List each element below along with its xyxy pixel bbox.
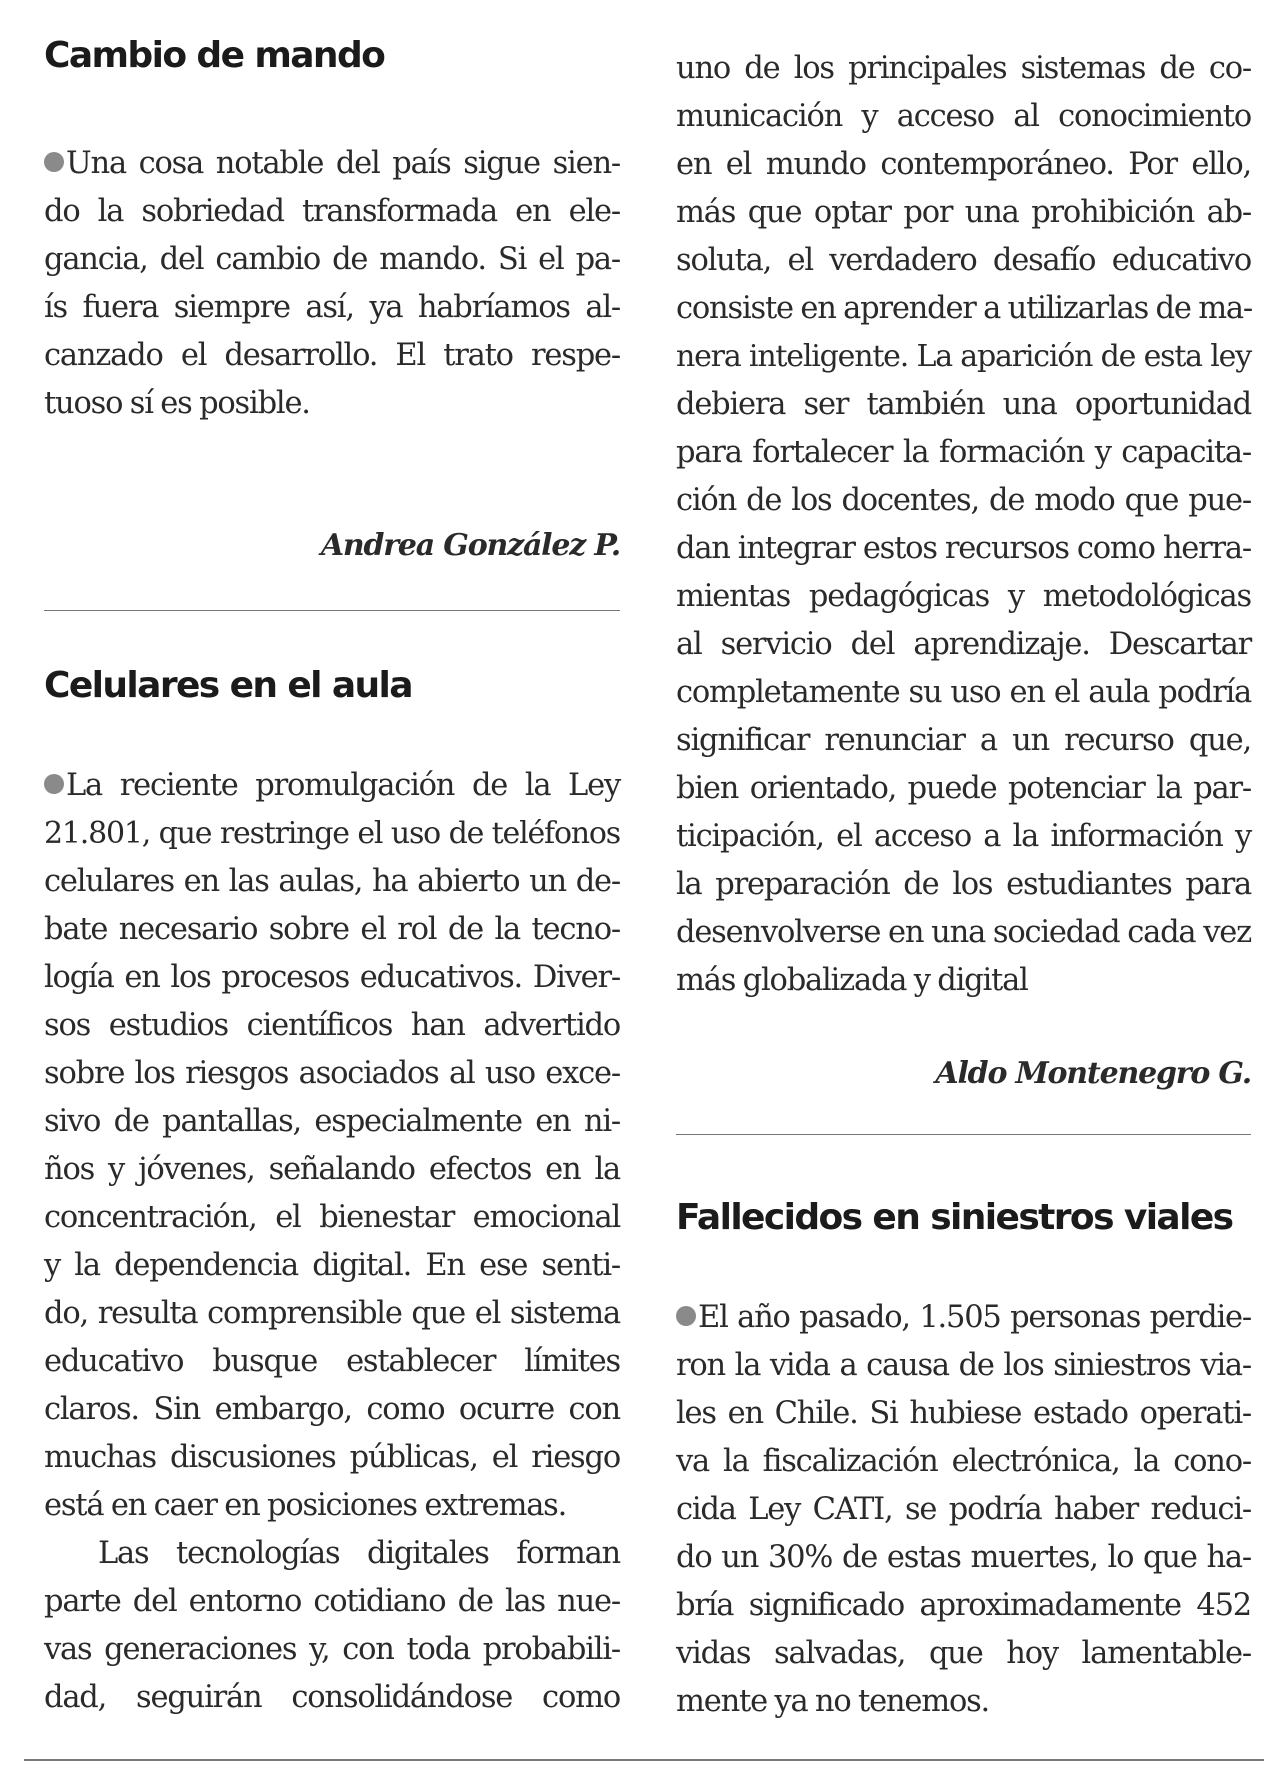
text-line: en el mundo contemporáneo. Por ello, (676, 147, 1251, 182)
text-line: do la sobriedad transformada en ele- (44, 194, 620, 229)
text-line: mente ya no tenemos. (676, 1684, 990, 1719)
text-line: más globalizada y digital (676, 963, 1028, 998)
text-line: educativo busque establecer límites (44, 1344, 620, 1379)
text-line: 21.801, que restringe el uso de teléfonos (44, 816, 620, 851)
text-line: logía en los procesos educativos. Diver- (44, 960, 620, 995)
text-line: ron la vida a causa de los siniestros via- (676, 1348, 1251, 1383)
text-line: soluta, el verdadero desafío educativo (676, 243, 1251, 278)
text-line: vidas salvadas, que hoy lamentable- (676, 1636, 1251, 1671)
text-line: La reciente promulgación de la Ley (44, 762, 620, 810)
text-line: desenvolverse en una sociedad cada vez (676, 915, 1251, 950)
bottom-divider (24, 1759, 1264, 1761)
text-line: debiera ser también una oportunidad (676, 387, 1251, 422)
text-line: más que optar por una prohibición ab- (676, 195, 1251, 230)
bullet-icon (676, 1306, 696, 1326)
text-line: y la dependencia digital. En ese senti- (44, 1248, 620, 1283)
text-line: Una cosa notable del país sigue sien- (44, 140, 620, 188)
article-title-cambio-de-mando: Cambio de mando (44, 35, 385, 76)
author-signature: Andrea González P. (320, 528, 620, 563)
text-line: bría significado aproximadamente 452 (676, 1588, 1251, 1623)
author-signature: Aldo Montenegro G. (935, 1056, 1251, 1091)
text-line: completamente su uso en el aula podría (676, 675, 1251, 710)
text-line: nera inteligente. La aparición de esta ley (676, 339, 1251, 374)
text-line: celulares en las aulas, ha abierto un de- (44, 864, 620, 899)
text-line: significar renunciar a un recurso que, (676, 723, 1251, 758)
text-line: cida Ley CATI, se podría haber reduci- (676, 1492, 1251, 1527)
text-line: sos estudios científicos han advertido (44, 1008, 620, 1043)
text-line: sobre los riesgos asociados al uso exce- (44, 1056, 620, 1091)
text-line: ción de los docentes, de modo que pue- (676, 483, 1251, 518)
text-line: tuoso sí es posible. (44, 386, 310, 421)
text-line: muchas discusiones públicas, el riesgo (44, 1440, 620, 1475)
text-line: claros. Sin embargo, como ocurre con (44, 1392, 620, 1427)
article-title-fallecidos: Fallecidos en siniestros viales (676, 1197, 1233, 1238)
text-line: está en caer en posiciones extremas. (44, 1488, 567, 1523)
text-line: vas generaciones y, con toda probabili- (44, 1632, 620, 1667)
text-line: para fortalecer la formación y capacita- (676, 435, 1251, 470)
text-line: consiste en aprender a utilizarlas de ma- (676, 291, 1253, 326)
text-line: parte del entorno cotidiano de las nue- (44, 1584, 620, 1619)
text-line: va la fiscalización electrónica, la cono- (676, 1444, 1251, 1479)
text-line: canzado el desarrollo. El trato respe- (44, 338, 620, 373)
text-line: Las tecnologías digitales forman (98, 1536, 620, 1571)
text-line: El año pasado, 1.505 personas perdie- (676, 1294, 1251, 1342)
text-line: bien orientado, puede potenciar la par- (676, 771, 1251, 806)
text-line: la preparación de los estudiantes para (676, 867, 1251, 902)
bullet-icon (44, 774, 64, 794)
article-title-celulares-en-el-aula: Celulares en el aula (44, 665, 412, 706)
text-line: dan integrar estos recursos como herra- (676, 531, 1251, 566)
text-line: al servicio del aprendizaje. Descartar (676, 627, 1251, 662)
text-line: do un 30% de estas muertes, lo que ha- (676, 1540, 1251, 1575)
text-line: gancia, del cambio de mando. Si el pa- (44, 242, 620, 277)
text-line: dad, seguirán consolidándose como (44, 1680, 620, 1715)
text-line: uno de los principales sistemas de co- (676, 51, 1251, 86)
text-line: municación y acceso al conocimiento (676, 99, 1251, 134)
divider (44, 610, 620, 611)
text-line: sivo de pantallas, especialmente en ni- (44, 1104, 620, 1139)
text-line: ís fuera siempre así, ya habríamos al- (44, 290, 620, 325)
text-line: ños y jóvenes, señalando efectos en la (44, 1152, 620, 1187)
text-line: bate necesario sobre el rol de la tecno- (44, 912, 620, 947)
text-line: mientas pedagógicas y metodológicas (676, 579, 1251, 614)
text-line: concentración, el bienestar emocional (44, 1200, 620, 1235)
bullet-icon (44, 152, 64, 172)
text-line: do, resulta comprensible que el sistema (44, 1296, 620, 1331)
text-line: les en Chile. Si hubiese estado operati- (676, 1396, 1251, 1431)
divider (676, 1134, 1251, 1135)
text-line: ticipación, el acceso a la información y (676, 819, 1251, 854)
